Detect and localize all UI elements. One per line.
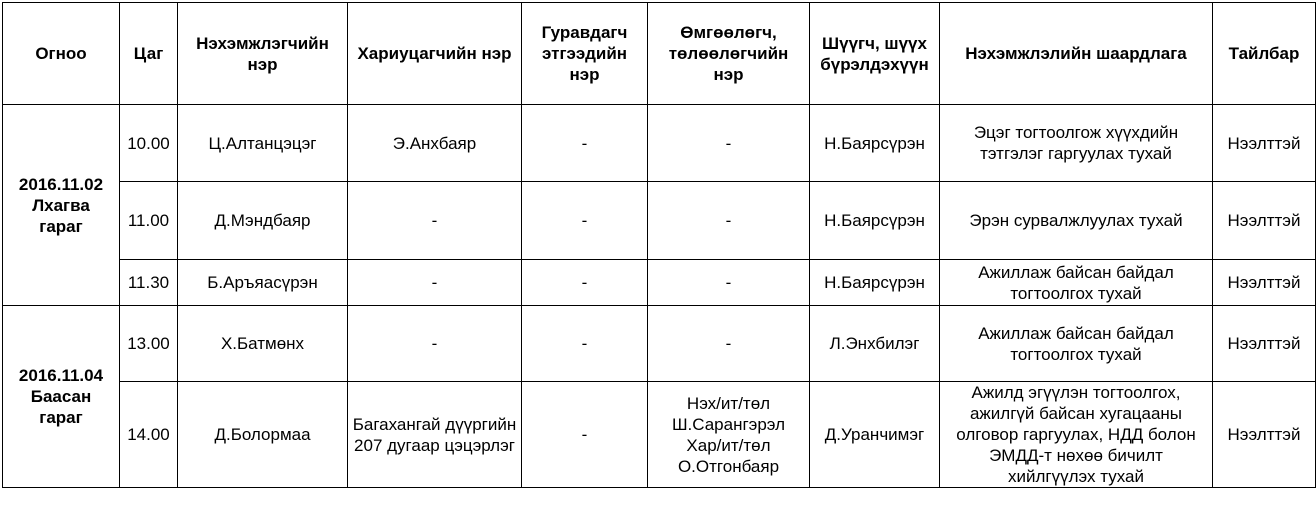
representative-line: О.Отгонбаяр bbox=[677, 456, 780, 476]
defendant-cell: - bbox=[348, 182, 522, 260]
representative-cell: - bbox=[648, 260, 810, 306]
header-judge: Шүүгч, шүүх бүрэлдэхүүн bbox=[810, 3, 940, 105]
judge-cell: Л.Энхбилэг bbox=[810, 306, 940, 382]
court-schedule-table bbox=[2, 2, 1316, 488]
table-row bbox=[3, 260, 1316, 306]
judge-cell: Н.Баярсүрэн bbox=[810, 260, 940, 306]
representative-cell bbox=[648, 382, 810, 488]
defendant-cell: - bbox=[348, 306, 522, 382]
judge-cell: Н.Баярсүрэн bbox=[810, 105, 940, 182]
note-cell: Нээлттэй bbox=[1213, 382, 1316, 488]
note-cell: Нээлттэй bbox=[1213, 182, 1316, 260]
date-text: 2016.11.04 bbox=[18, 366, 104, 385]
representative-line: Хар/ит/төл bbox=[686, 435, 771, 455]
third-party-cell: - bbox=[522, 260, 648, 306]
time-cell: 14.00 bbox=[120, 382, 178, 488]
time-cell: 11.30 bbox=[120, 260, 178, 306]
header-representative: Өмгөөлөгч, төлөөлөгчийн нэр bbox=[648, 3, 810, 105]
claim-cell: Эрэн сурвалжлуулах тухай bbox=[940, 182, 1213, 260]
time-cell: 11.00 bbox=[120, 182, 178, 260]
date-cell bbox=[3, 306, 120, 488]
judge-cell: Д.Уранчимэг bbox=[810, 382, 940, 488]
time-cell: 10.00 bbox=[120, 105, 178, 182]
third-party-cell: - bbox=[522, 306, 648, 382]
representative-line: Ш.Сарангэрэл bbox=[671, 414, 786, 434]
weekday-text: Баасан bbox=[30, 387, 92, 406]
plaintiff-cell: Д.Мэндбаяр bbox=[178, 182, 348, 260]
table-row bbox=[3, 306, 1316, 382]
third-party-cell: - bbox=[522, 182, 648, 260]
date-cell bbox=[3, 105, 120, 306]
claim-cell: Ажиллаж байсан байдал тогтоолгох тухай bbox=[940, 260, 1213, 306]
claim-cell: Ажиллаж байсан байдал тогтоолгох тухай bbox=[940, 306, 1213, 382]
claim-cell: Ажилд эгүүлэн тогтоолгох, ажилгүй байсан хугацааны олговор гаргуулах, НДД болон ЭМДД-т нөхөө бичилт хийлгүүлэх тухай bbox=[940, 382, 1213, 488]
time-cell: 13.00 bbox=[120, 306, 178, 382]
representative-cell: - bbox=[648, 182, 810, 260]
plaintiff-cell: Ц.Алтанцэцэг bbox=[178, 105, 348, 182]
third-party-cell: - bbox=[522, 105, 648, 182]
defendant-cell: - bbox=[348, 260, 522, 306]
defendant-cell: Э.Анхбаяр bbox=[348, 105, 522, 182]
table-row bbox=[3, 382, 1316, 488]
header-time: Цаг bbox=[120, 3, 178, 105]
header-date: Огноо bbox=[3, 3, 120, 105]
judge-cell: Н.Баярсүрэн bbox=[810, 182, 940, 260]
header-row bbox=[3, 3, 1316, 105]
note-cell: Нээлттэй bbox=[1213, 306, 1316, 382]
claim-cell: Эцэг тогтоолгож хүүхдийн тэтгэлэг гаргуулах тухай bbox=[940, 105, 1213, 182]
weekday-text: гараг bbox=[39, 408, 83, 427]
representative-cell: - bbox=[648, 306, 810, 382]
header-claim: Нэхэмжлэлийн шаардлага bbox=[940, 3, 1213, 105]
plaintiff-cell: Б.Аръяасүрэн bbox=[178, 260, 348, 306]
representative-cell: - bbox=[648, 105, 810, 182]
defendant-cell: Багахангай дүүргийн 207 дугаар цэцэрлэг bbox=[348, 382, 522, 488]
plaintiff-cell: Д.Болормаа bbox=[178, 382, 348, 488]
weekday-text: гараг bbox=[39, 216, 83, 236]
header-defendant: Хариуцагчийн нэр bbox=[348, 3, 522, 105]
weekday-text: Лхагва bbox=[32, 195, 90, 215]
table-row bbox=[3, 105, 1316, 182]
third-party-cell: - bbox=[522, 382, 648, 488]
date-text: 2016.11.02 bbox=[18, 174, 104, 194]
note-cell: Нээлттэй bbox=[1213, 260, 1316, 306]
note-cell: Нээлттэй bbox=[1213, 105, 1316, 182]
header-third-party: Гуравдагч этгээдийн нэр bbox=[522, 3, 648, 105]
table-row bbox=[3, 182, 1316, 260]
plaintiff-cell: Х.Батмөнх bbox=[178, 306, 348, 382]
header-plaintiff: Нэхэмжлэгчийн нэр bbox=[178, 3, 348, 105]
header-note: Тайлбар bbox=[1213, 3, 1316, 105]
representative-line: Нэх/ит/төл bbox=[686, 393, 771, 413]
